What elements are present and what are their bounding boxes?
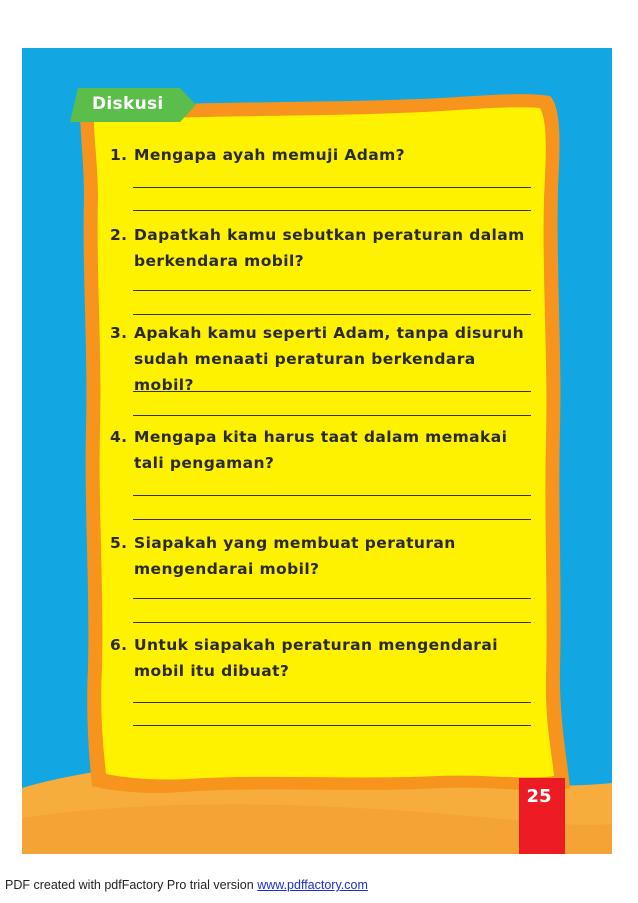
answer-line[interactable] [133,519,531,520]
pdf-footer [5,878,368,892]
question-number: 6. [110,636,128,654]
answer-line[interactable] [133,187,531,188]
answer-line[interactable] [133,622,531,623]
question-text: Dapatkah kamu sebutkan peraturan dalam berkendara mobil? [134,226,525,270]
answer-line[interactable] [133,725,531,726]
question-2 [110,222,540,274]
question-number: 5. [110,534,128,552]
question-number: 4. [110,428,128,446]
question-3 [110,320,540,398]
page-number: 25 [526,786,552,807]
answer-line[interactable] [133,210,531,211]
question-text: Siapakah yang membuat peraturan mengendarai mobil? [134,534,456,578]
question-number: 3. [110,324,128,342]
footer-text: PDF created with pdfFactory Pro trial version [5,878,258,892]
question-4 [110,424,540,476]
answer-line[interactable] [133,598,531,599]
section-tag-label: Diskusi [92,94,164,114]
question-text: Apakah kamu seperti Adam, tanpa disuruh sudah menaati peraturan berkendara mobil? [134,324,525,394]
question-text: Mengapa ayah memuji Adam? [134,146,406,164]
question-5 [110,530,540,582]
question-text: Untuk siapakah peraturan mengendarai mobil itu dibuat? [134,636,498,680]
question-text: Mengapa kita harus taat dalam memakai tali pengaman? [134,428,508,472]
answer-line[interactable] [133,495,531,496]
answer-line[interactable] [133,415,531,416]
question-number: 1. [110,146,128,164]
section-tag [70,88,196,122]
question-1 [110,142,540,168]
answer-line[interactable] [133,290,531,291]
question-number: 2. [110,226,128,244]
answer-line[interactable] [133,702,531,703]
answer-line[interactable] [133,391,531,392]
answer-line[interactable] [133,314,531,315]
question-6 [110,632,540,684]
footer-link[interactable]: www.pdffactory.com [257,878,368,892]
